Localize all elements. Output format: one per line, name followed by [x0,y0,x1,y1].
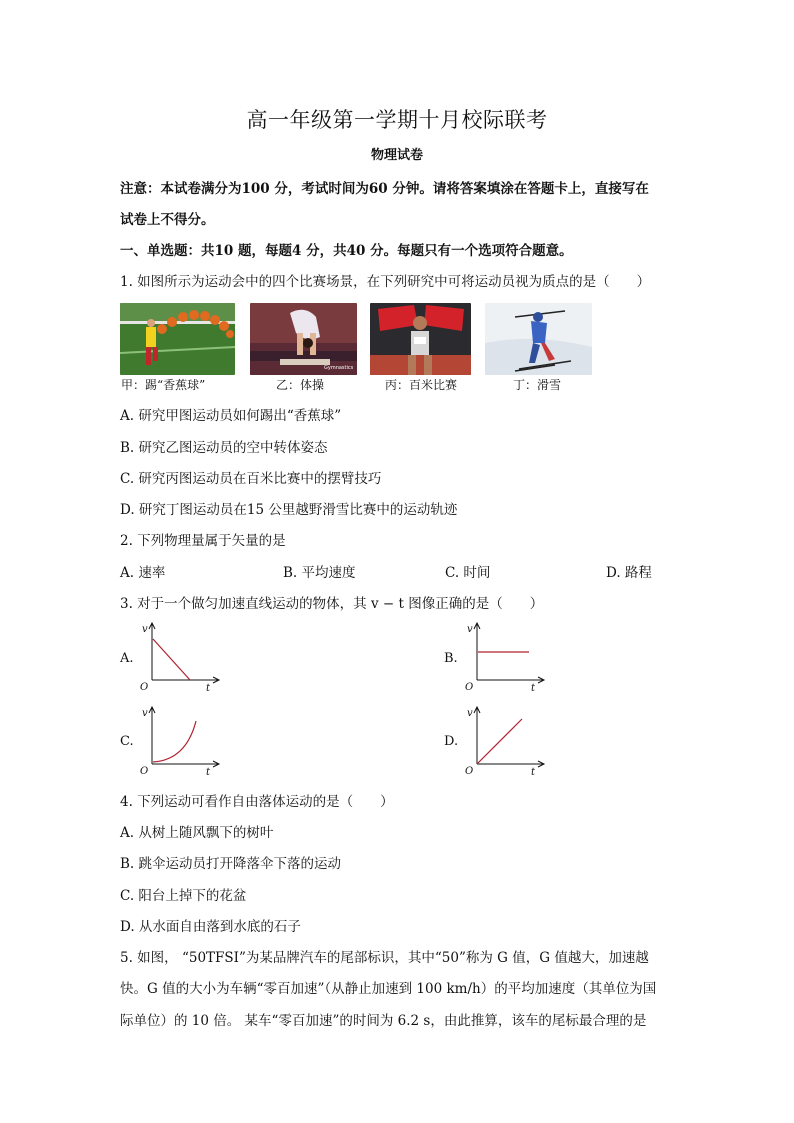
photo-sprint [370,303,471,375]
q3-a-v-label: v [142,624,148,635]
q2-option-c: C. 时间 [445,565,491,581]
q3-d-origin-label: O [465,766,474,776]
exam-subject: 物理试卷 [370,148,423,163]
q3-b-t-label: t [531,683,536,692]
caption-yi: 乙：体操 [276,378,325,392]
q3-b-v-label: v [467,624,473,635]
q3-graph-c [138,704,228,776]
q3-option-b-label: B. [444,651,458,666]
q3-option-c-label: C. [120,734,134,749]
q2-option-d: D. 路程 [606,565,652,581]
q4-option-d: D. 从水面自由落到水底的石子 [120,919,301,935]
q1-option-b: B. 研究乙图运动员的空中转体姿态 [120,440,328,456]
caption-bing: 丙：百米比赛 [385,378,458,392]
photo-gymnastics [250,303,357,375]
q3-c-t-label: t [206,767,211,776]
q4-option-c: C. 阳台上掉下的花盆 [120,888,247,904]
q4-option-a: A. 从树上随风飘下的树叶 [120,825,274,841]
q2-stem: 2. 下列物理量属于矢量的是 [120,533,286,549]
q2-option-a: A. 速率 [120,565,166,581]
q1-option-a: A. 研究甲图运动员如何踢出“香蕉球” [120,408,342,424]
q2-option-b: B. 平均速度 [283,565,356,581]
gymnastics-banner-text: Gymnastics [324,365,354,371]
q5-line-2: 快。G 值的大小为车辆“零百加速”（从静止加速到 100 km/h）的平均加速度（其单位为国 [120,981,657,997]
caption-ding: 丁：滑雪 [513,378,562,392]
q4-stem: 4. 下列运动可看作自由落体运动的是（ ） [120,794,394,810]
notice-line-2: 试卷上不得分。 [120,212,215,228]
notice-line-1: 注意：本试卷满分为100 分，考试时间为60 分钟。请将答案填涂在答题卡上，直接写在 [120,181,649,197]
q5-line-1: 5. 如图， “50TFSI”为某品牌汽车的尾部标识，其中“50”称为 G 值，G 值越大，加速越 [120,950,649,966]
q1-stem: 1. 如图所示为运动会中的四个比赛场景，在下列研究中可将运动员视为质点的是（ ） [120,274,651,290]
q3-d-v-label: v [467,708,473,719]
exam-title: 高一年级第一学期十月校际联考 [246,108,548,132]
q3-a-origin-label: O [140,682,149,692]
q3-stem: 3. 对于一个做匀加速直线运动的物体，其 v − t 图像正确的是（ ） [120,596,544,612]
q3-c-origin-label: O [140,766,149,776]
q3-option-d-label: D. [444,734,459,749]
q3-a-t-label: t [206,683,211,692]
q3-d-t-label: t [531,767,536,776]
section-heading: 一、单选题：共10 题，每题4 分，共40 分。每题只有一个选项符合题意。 [120,243,573,259]
q1-option-c: C. 研究丙图运动员在百米比赛中的摆臂技巧 [120,471,382,487]
q4-option-b: B. 跳伞运动员打开降落伞下落的运动 [120,856,342,872]
q3-option-a-label: A. [120,651,134,666]
caption-jia: 甲：踢“香蕉球” [121,378,206,392]
photo-football [120,303,235,375]
q1-option-d: D. 研究丁图运动员在15 公里越野滑雪比赛中的运动轨迹 [120,502,458,518]
q3-graph-a [138,620,228,692]
q3-b-origin-label: O [465,682,474,692]
q3-graph-d [463,704,553,776]
q3-graph-b [463,620,553,692]
q3-c-v-label: v [142,708,148,719]
photo-skiing [485,303,592,375]
q5-line-3: 际单位）的 10 倍。 某车“零百加速”的时间为 6.2 s，由此推算，该车的尾标最合理的是 [120,1013,647,1029]
